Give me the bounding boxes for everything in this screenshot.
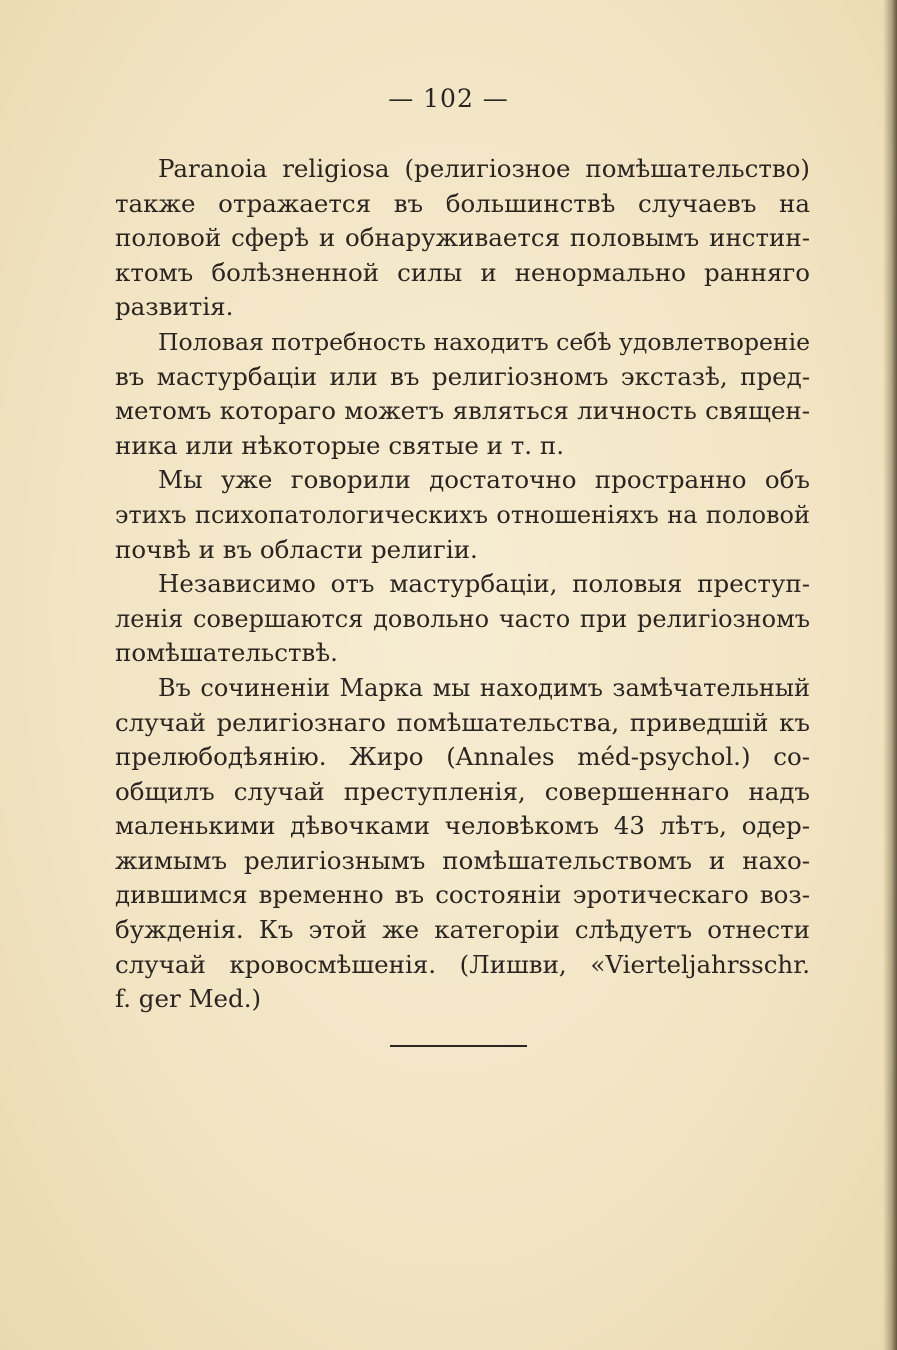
text-line: метомъ котораго можетъ являться личность священ-	[115, 396, 810, 426]
body-text	[115, 152, 810, 1017]
text-line: Мы уже говорили достаточно пространно объ	[158, 465, 810, 495]
text-line: ника или нѣкоторые святые и т. п.	[115, 430, 564, 460]
paragraph	[115, 567, 810, 671]
text-line: помѣшательствѣ.	[115, 638, 338, 668]
text-line: ленія совершаются довольно часто при религіозномъ	[115, 604, 810, 633]
text-line: Половая потребность находитъ себѣ удовлетвореніе	[158, 327, 810, 356]
text-line: маленькими дѣвочками человѣкомъ 43 лѣтъ, одер-	[115, 811, 810, 841]
text-line: развитія.	[115, 292, 234, 322]
text-line: Независимо отъ мастурбаціи, половыя преступ-	[158, 569, 810, 599]
text-line: жимымъ религіознымъ помѣшательствомъ и нахо-	[115, 845, 810, 875]
text-line: случай религіознаго помѣшательства, приведшій къ	[115, 707, 810, 737]
text-line: этихъ психопатологическихъ отношеніяхъ на половой	[115, 500, 810, 529]
section-divider	[390, 1045, 527, 1047]
text-line: Paranoia religiosa (религіозное помѣшательство)	[158, 154, 810, 183]
text-line: ктомъ болѣзненной силы и ненормально ранняго	[115, 257, 810, 287]
paragraph	[115, 152, 810, 325]
text-line: половой сферѣ и обнаруживается половымъ инстин-	[115, 223, 810, 253]
paragraph	[115, 671, 810, 1017]
text-line: прелюбодѣянію. Жиро (Annales méd-psychol.) со-	[115, 742, 810, 772]
text-line: въ мастурбаціи или въ религіозномъ экстазѣ, пред-	[115, 361, 810, 391]
page-edge-shadow	[883, 0, 897, 1350]
text-line: Въ сочиненіи Марка мы находимъ замѣчательный	[158, 673, 810, 702]
text-line: также отражается въ большинствѣ случаевъ на	[115, 188, 810, 218]
text-line: бужденія. Къ этой же категоріи слѣдуетъ отнести	[115, 915, 810, 945]
text-line: дившимся временно въ состояніи эротическаго воз-	[115, 880, 810, 910]
text-line: случай кровосмѣшенія. (Лишви, «Vierteljahrsschr.	[115, 949, 810, 979]
text-line: почвѣ и въ области религіи.	[115, 534, 478, 564]
page-number: — 102 —	[388, 84, 509, 113]
paragraph	[115, 325, 810, 463]
text-line: общилъ случай преступленія, совершеннаго надъ	[115, 776, 810, 806]
paragraph	[115, 463, 810, 567]
text-line: f. ger Med.)	[115, 984, 262, 1014]
